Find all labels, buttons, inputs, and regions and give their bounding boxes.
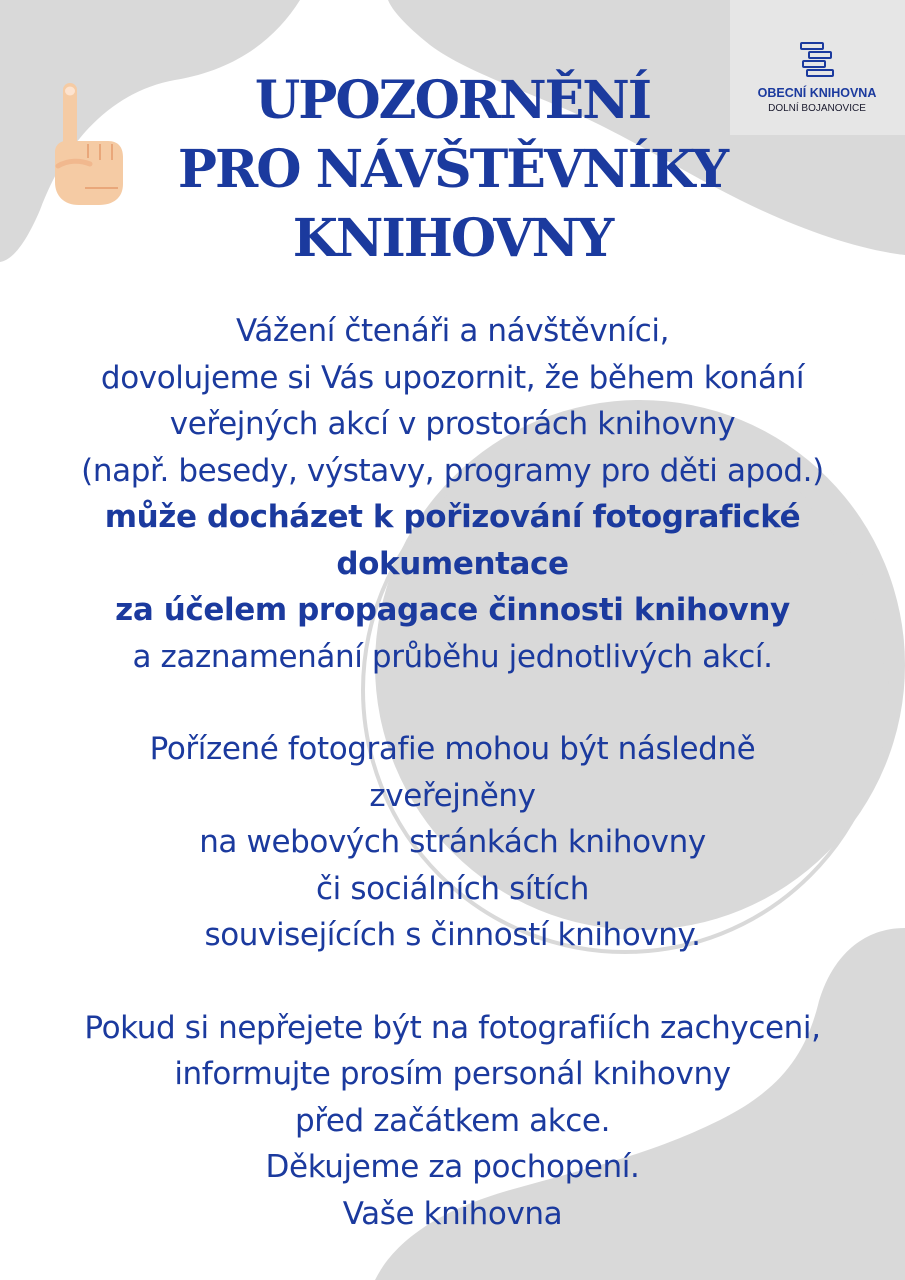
body-line-bold: může docházet k pořizování fotografické	[104, 499, 801, 535]
paragraph-gap	[0, 680, 905, 726]
body-line: či sociálních sítích	[316, 870, 589, 907]
paragraph-gap	[0, 959, 905, 1005]
title-line: PRO NÁVŠTĚVNÍKY	[177, 139, 728, 200]
body-line: souvisejících s činností knihovny.	[204, 917, 701, 953]
body-line: veřejných akcí v prostorách knihovny	[169, 406, 736, 442]
logo-place-name: DOLNÍ BOJANOVICE	[768, 103, 866, 114]
title-line: KNIHOVNY	[292, 208, 613, 269]
body-line: na webových stránkách knihovny	[199, 824, 706, 860]
body-line: Pořízené fotografie mohou být následně	[149, 731, 756, 767]
body-line: Pokud si nepřejete být na fotografiích zachyceni,	[84, 1009, 821, 1046]
poster-title	[0, 66, 905, 273]
body-line: (např. besedy, výstavy, programy pro děti apod.)	[81, 452, 824, 489]
title-line: UPOZORNĚNÍ	[254, 70, 651, 131]
body-line: a zaznamenání průběhu jednotlivých akcí.	[132, 638, 773, 675]
body-line-bold: dokumentace	[336, 545, 569, 582]
body-line: před začátkem akce.	[294, 1102, 611, 1139]
notice-body	[0, 308, 905, 1237]
body-line: zveřejněny	[369, 777, 536, 814]
body-line: Vaše knihovna	[342, 1195, 563, 1232]
body-line: dovolujeme si Vás upozornit, že během konání	[100, 359, 805, 396]
body-line: Děkujeme za pochopení.	[265, 1149, 640, 1185]
body-line: informujte prosím personál knihovny	[174, 1056, 731, 1092]
logo-library-name: OBECNÍ KNIHOVNA	[757, 86, 877, 100]
body-line: Vážení čtenáři a návštěvníci,	[235, 313, 670, 349]
body-line-bold: za účelem propagace činnosti knihovny	[115, 592, 790, 628]
